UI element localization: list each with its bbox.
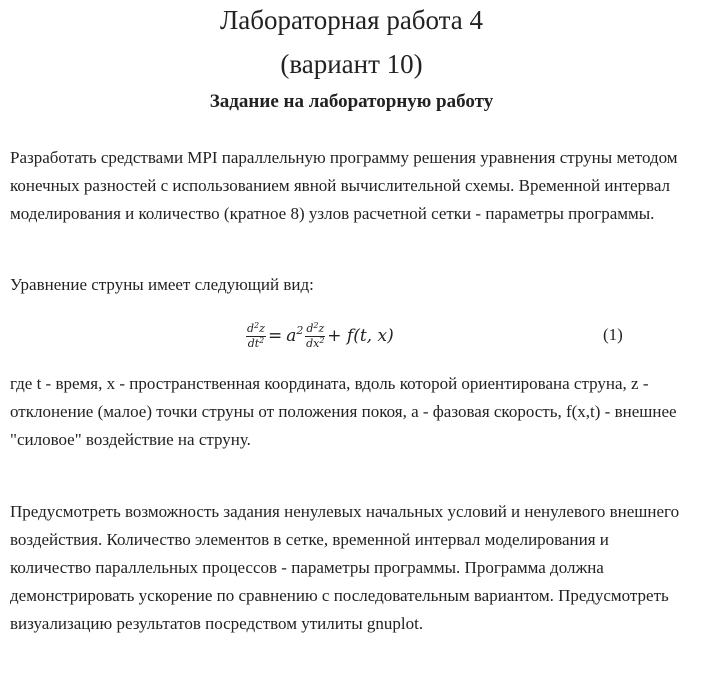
rhs-den-exp: 2: [319, 335, 325, 345]
coefficient: [284, 326, 305, 346]
rhs-fraction: [305, 320, 325, 350]
rhs-num-d: d: [306, 321, 314, 335]
lhs-den-var: dt: [247, 336, 260, 350]
lhs-denominator: [248, 337, 265, 350]
title-line-1: Лабораторная работа 4: [219, 5, 484, 35]
equals-sign: =: [267, 326, 283, 346]
lhs-num-var: z: [259, 321, 265, 335]
coefficient-symbol: a: [286, 326, 297, 346]
rhs-num-var: z: [318, 321, 325, 335]
task-paragraph: Разработать средствами MPI параллельную программу решения уравнения струны методом конечных разностей с использованием явной вычислительной схемы. Временной интервал моделирования и количество (кратное 8) узлов расчетной сетки - параметры программы.: [10, 148, 678, 223]
coefficient-exp: 2: [296, 324, 304, 337]
rhs-numerator: [305, 320, 325, 337]
lhs-num-d: d: [247, 321, 255, 335]
equation-number: (1): [603, 325, 623, 344]
equation-body: [246, 316, 396, 356]
requirements-paragraph: Предусмотреть возможность задания ненулевых начальных условий и ненулевого внешнего воздействия. Количество элементов в сетке, временной интервал моделирования и количество параллельных процессов - параметры программы. Программа должна демонстрировать ускорение по сравнению с последовательным вариантом. Предусмотреть визуализацию результатов посредством утилиты gnuplot.: [10, 502, 680, 633]
subtitle: Задание на лабораторную работу: [209, 91, 494, 112]
lhs-numerator: [246, 320, 266, 337]
external-force-term: + f(t, x): [327, 326, 394, 346]
lhs-fraction: [246, 320, 266, 350]
rhs-denominator: [306, 337, 324, 350]
lhs-num-exp: 2: [254, 320, 260, 330]
rhs-num-exp: 2: [313, 320, 319, 330]
equation-intro: Уравнение струны имеет следующий вид:: [10, 275, 314, 294]
string-equation: [0, 316, 703, 356]
title-line-2: (вариант 10): [280, 49, 423, 79]
rhs-den-var: dx: [306, 336, 320, 350]
variables-description: где t - время, x - пространственная координата, вдоль которой ориентирована струна, z - отклонение (малое) точки струны от положения покоя, a - фазовая скорость, f(x,t) - внешнее "силовое" воздействие на струну.: [10, 374, 677, 449]
lhs-den-exp: 2: [259, 335, 265, 345]
